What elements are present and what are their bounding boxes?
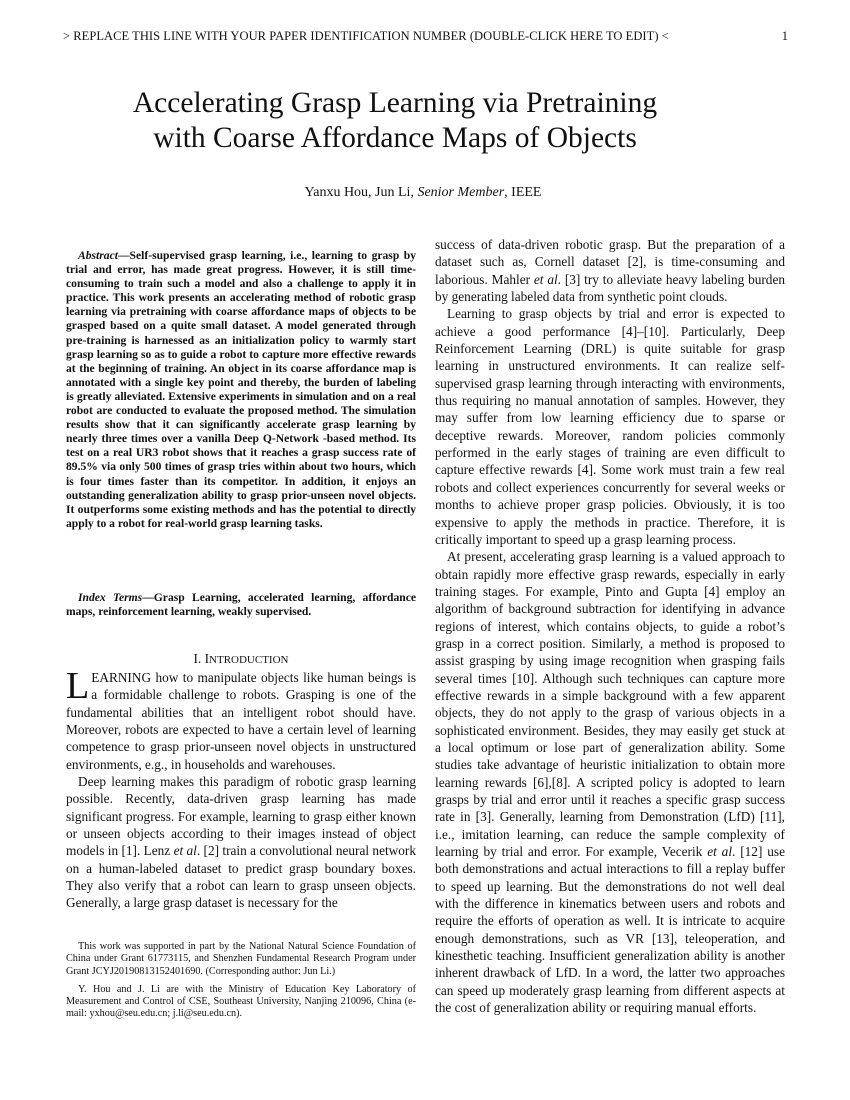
intro-p1-text: how to manipulate objects like human beings is a formidable challenge to robots. Grasping is one of the fundamental abilities that an intelligent robot should have. Moreover, robots are expected to have a certain level of learning competence to grasp prior-unseen novel objects in unstructured environments, e.g., in households and warehouses. [66,670,416,772]
right-p3-text-a: At present, accelerating grasp learning is a valued approach to obtain rapidly more effective grasp rewards, especially in early training stages. For example, Pinto and Gupta [4] employ an algorithm of background subtraction for identifying in advance regions of interest, which contains objects, to guide a robot’s grasp in a correct position. Similarly, a method is proposed to assist grasping by using image recognition when grasping fails several times [10]. Although such techniques can capture more effective rewards in a simple background with a few apparent objects, they do not apply to the grasp of various objects in a sophisticated environment. Besides, they may easily get stuck at a local optimum or lose part of generalization ability. Some studies take advantage of heuristic initialization to obtain more learning rewards [6],[8]. A scripted policy is adopted to learn grasps by trial and error until it reaches a specific grasp success rate in [3]. Generally, learning from Demonstration (LfD) [11], i.e., imitation learning, can reduce the sample complexity of learning by trial and error. For example, Vecerik [435,549,785,860]
intro-p2-etal: et al [173,843,197,859]
index-terms [66,591,416,619]
right-p3-etal: et al [707,844,733,860]
right-p3-text-b: . [12] use both demonstrations and actual interactions to fill a replay buffer to speed up learning. But the demonstrations do not well deal with the difference in kinematics between users and robots and require the efforts of operation as well. It is intricate to acquire enough demonstrations, such as VR [13], teleoperation, and kinesthetic teaching. Insufficient generalization ability is another inherent drawback of LfD. In a word, the latter two approaches can speed up moderately grasp learning from different aspects at the cost of generalization ability or requiring manual efforts. [435,844,785,1016]
page-number: 1 [781,29,788,43]
author-names: Yanxu Hou, Jun Li, [304,185,414,200]
drop-cap: L [66,665,90,707]
running-header [63,29,788,44]
index-terms-text: —Grasp Learning, accelerated learning, affordance maps, reinforcement learning, weakly supervised. [66,591,416,619]
index-terms-label: Index Terms [78,591,143,604]
intro-paragraph-1 [66,665,416,773]
author-role: Senior Member [417,185,505,200]
abstract-label: Abstract [78,249,118,262]
abstract-text: —Self-supervised grasp learning, i.e., learning to grasp by trial and error, has made great progress. However, it is still time-consuming to train such a model and also a challenge to apply it in practice. This work presents an accelerating method of robotic grasp learning via pretraining with coarse affordance maps of objects to be grasped based on a quite small dataset. A model generated through pre-training is harnessed as an initialization policy to warmly start grasp learning so as to guide a robot to capture more effective rewards at the beginning of training. An object in its coarse affordance map is annotated with a single key point and thereby, the burden of labeling is greatly alleviated. Extensive experiments in simulation and on a real robot are conducted to evaluate the proposed method. The simulation results show that it can significantly accelerate grasp learning by nearly three times over a vanilla Deep Q-Network -based method. Its test on a real UR3 robot shows that it reaches a grasp success rate of 89.5% via only 500 times of grasp tries within about two hours, which is four times faster than its competitor. In addition, it enjoys an outstanding generalization ability to grasp prior-unseen novel objects. It outperforms some existing methods and has the potential to directly apply to a robot for real-world grasp learning tasks. [66,249,416,530]
running-head-text: > REPLACE THIS LINE WITH YOUR PAPER IDENTIFICATION NUMBER (DOUBLE-CLICK HERE TO EDIT) < [63,29,669,43]
right-p1-etal: et al [533,271,558,287]
right-p1-text-b: . [3] try to alleviate heavy labeling burden by generating labeled data from synthetic point clouds. [435,271,786,305]
title-line-2: with Coarse Affordance Maps of Objects [153,122,637,154]
intro-first-word: EARNING [91,670,152,685]
section-heading-introduction [66,651,416,667]
right-paragraph-3 [435,548,785,1016]
paper-title [60,86,730,156]
right-paragraph-2: Learning to grasp objects by trial and error is expected to achieve a good performance [4]–[10]. Particularly, Deep Reinforcement Learning (DRL) is quite suitable for grasp learning in unstructured environments. It can realize self-supervised grasp learning through interacting with environments, thus requiring no manual annotation of samples. However, they may suffer from low learning efficiency due to sparse or deceptive rewards. Moreover, random policies commonly performed in the early stages of training are even difficult to capture effective rewards [4]. Some work must train a few real robots and collect experiences concurrently for several weeks or months to achieve proper grasp policies. Obviously, it is too expensive to apply the methods in practice. Therefore, it is critically important to speed up a grasp learning process. [435,306,785,547]
section-initial: I [204,651,210,666]
right-p1-text-a: success of data-driven robotic grasp. But the preparation of a dataset such as, Cornell dataset [2], is time-consuming and laborious. Mahler [435,237,785,287]
right-paragraph-1 [435,236,785,305]
introduction-text [66,665,417,912]
author-line [0,185,850,201]
section-title-rest: NTRODUCTION [209,654,289,666]
footnote-funding: This work was supported in part by the National Natural Science Foundation of China under Grant 61773115, and Shenzhen Fundamental Research Program under Grant JCYJ20190813152401690. (Corresponding author: Jun Li.) [66,941,416,977]
abstract [66,249,416,531]
title-line-1: Accelerating Grasp Learning via Pretraining [132,87,658,119]
footnote [66,941,416,1021]
section-numeral: I. [193,651,202,666]
footnote-affiliation: Y. Hou and J. Li are with the Ministry of Education Key Laboratory of Measurement and Control of CSE, Southeast University, Nanjing 210096, China (e-mail: yxhou@seu.edu.cn; j.li@seu.edu.cn). [66,983,416,1020]
right-column-text [435,236,785,1016]
intro-paragraph-2 [66,773,416,912]
intro-p2-text-b: . [2] train a convolutional neural network on a human-labeled dataset to predict grasp boundary boxes. They also verify that a robot can learn to grasp unseen objects. Generally, a large grasp dataset is necessary for the [66,843,417,911]
intro-p2-text-a: Deep learning makes this paradigm of robotic grasp learning possible. Recently, data-driven grasp learning has made significant progress. For example, learning to grasp either known or unseen objects according to their images instead of object models in [1]. Lenz [66,774,416,859]
author-org: , IEEE [504,185,542,200]
